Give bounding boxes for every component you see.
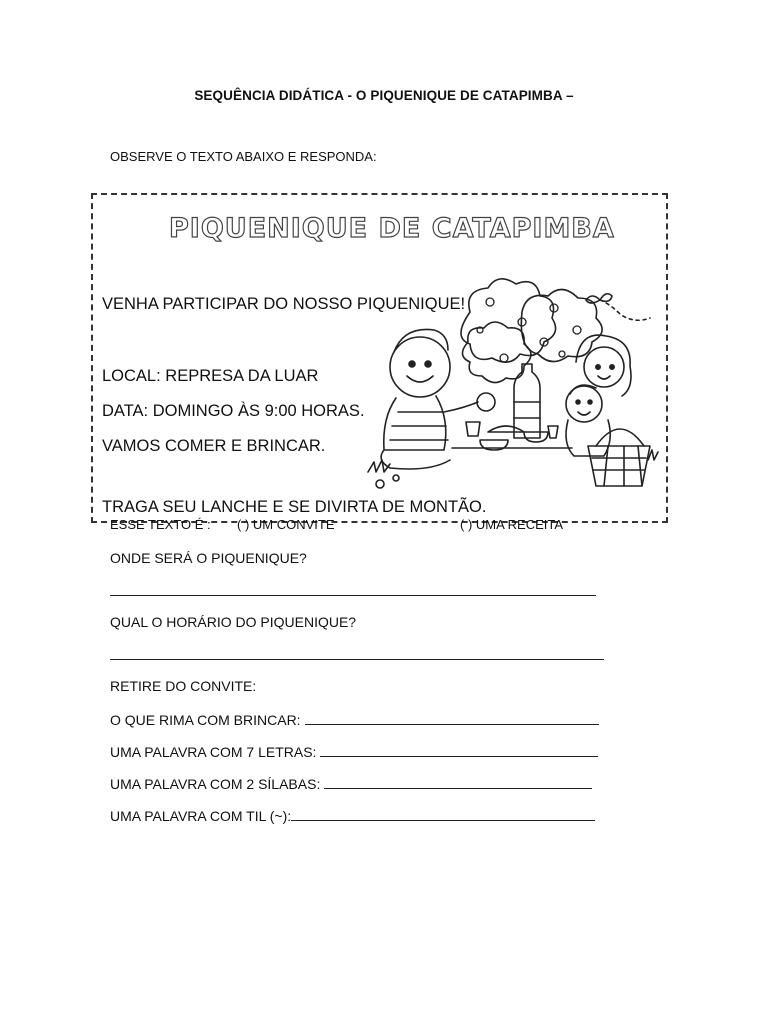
invitation-line-1: VENHA PARTICIPAR DO NOSSO PIQUENIQUE! bbox=[102, 295, 466, 313]
question-rhyme-row bbox=[110, 710, 599, 728]
answer-line-when[interactable] bbox=[110, 659, 604, 660]
question-rhyme: O QUE RIMA COM BRINCAR: bbox=[110, 712, 301, 728]
invitation-local: LOCAL: REPRESA DA LUAR bbox=[102, 367, 319, 385]
question-when: QUAL O HORÁRIO DO PIQUENIQUE? bbox=[110, 614, 357, 630]
answer-line-seven-letters[interactable] bbox=[320, 742, 598, 757]
question-til: UMA PALAVRA COM TIL (~): bbox=[110, 808, 292, 824]
answer-line-rhyme[interactable] bbox=[305, 710, 599, 725]
option-receita-checkbox[interactable]: ( ) UMA RECEITA bbox=[460, 517, 564, 532]
option-convite-checkbox[interactable]: ( ) UM CONVITE bbox=[237, 517, 335, 532]
invitation-activity: VAMOS COMER E BRINCAR. bbox=[102, 437, 326, 455]
answer-line-where[interactable] bbox=[110, 595, 596, 596]
retire-heading: RETIRE DO CONVITE: bbox=[110, 678, 257, 694]
answer-line-two-syllables[interactable] bbox=[324, 774, 592, 789]
invitation-date: DATA: DOMINGO ÀS 9:00 HORAS. bbox=[102, 402, 365, 420]
answer-line-til[interactable] bbox=[291, 806, 595, 821]
question-where: ONDE SERÁ O PIQUENIQUE? bbox=[110, 550, 307, 566]
question-text-type: ESSE TEXTO É : bbox=[110, 517, 211, 532]
invitation-closing: TRAGA SEU LANCHE E SE DIVIRTA DE MONTÃO. bbox=[102, 498, 487, 516]
question-seven-letters: UMA PALAVRA COM 7 LETRAS: bbox=[110, 744, 317, 760]
instruction-text: OBSERVE O TEXTO ABAIXO E RESPONDA: bbox=[110, 149, 377, 164]
question-syllables-row bbox=[110, 774, 592, 792]
question-two-syllables: UMA PALAVRA COM 2 SÍLABAS: bbox=[110, 776, 321, 792]
invitation-title: PIQUENIQUE DE CATAPIMBA bbox=[169, 213, 615, 244]
question-til-row bbox=[110, 806, 595, 824]
page-title: SEQUÊNCIA DIDÁTICA - O PIQUENIQUE DE CATAPIMBA – bbox=[194, 88, 574, 103]
picnic-illustration bbox=[362, 272, 662, 492]
question-seven-row bbox=[110, 742, 598, 760]
